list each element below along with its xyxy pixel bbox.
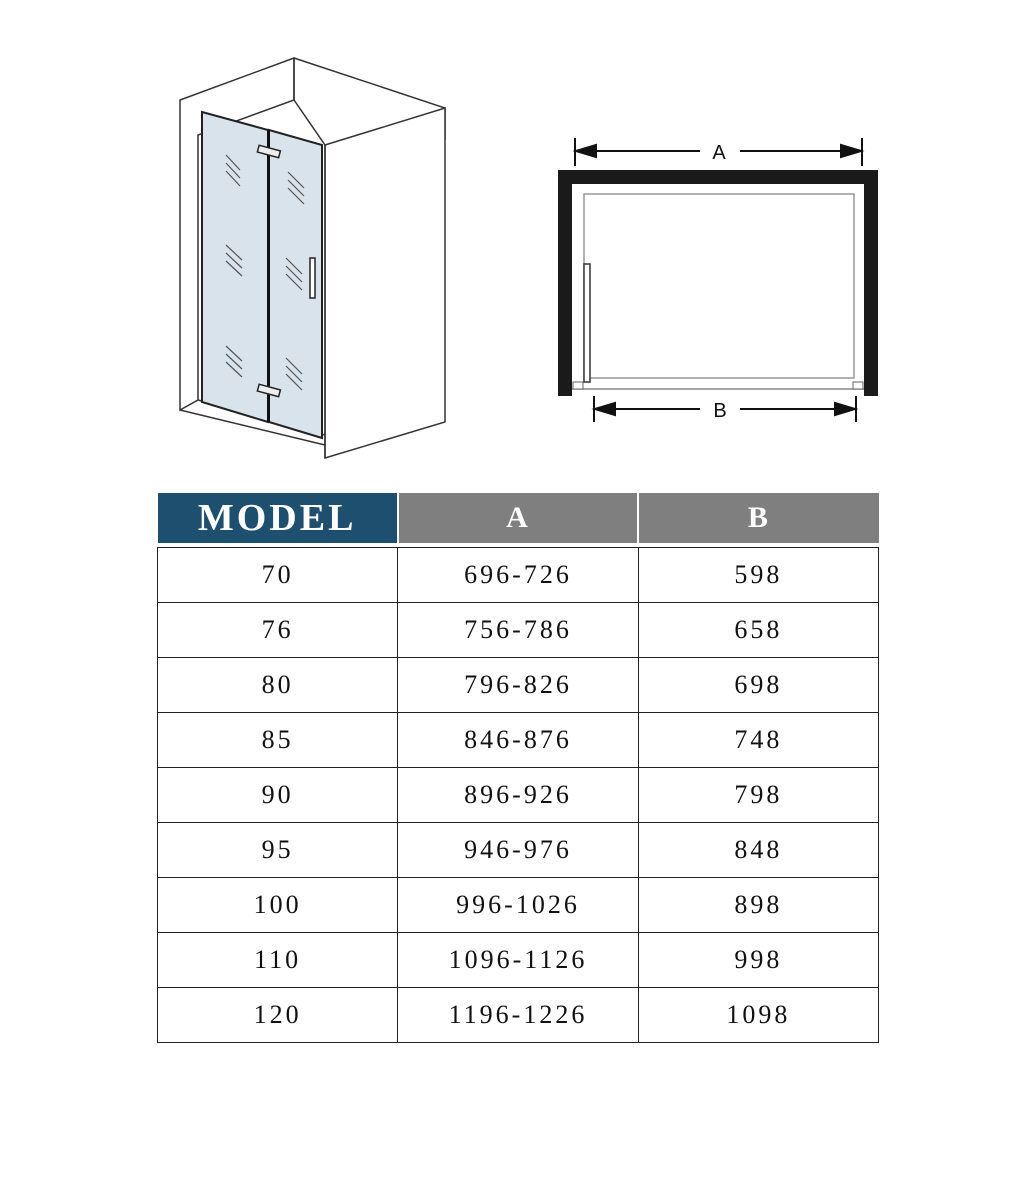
size-table	[157, 493, 879, 1043]
shower-door-illustration	[170, 50, 460, 470]
cell-b: 998	[638, 933, 878, 988]
cell-a: 756-786	[398, 603, 638, 658]
cell-a: 1196-1226	[398, 988, 638, 1043]
cell-a: 946-976	[398, 823, 638, 878]
cell-model: 110	[158, 933, 398, 988]
cell-model: 85	[158, 713, 398, 768]
cell-model: 100	[158, 878, 398, 933]
cell-model: 95	[158, 823, 398, 878]
table-row	[158, 878, 879, 933]
cell-a: 996-1026	[398, 878, 638, 933]
table-row	[158, 713, 879, 768]
glass-panel-left	[202, 112, 268, 422]
table-row	[158, 603, 879, 658]
cell-b: 658	[638, 603, 878, 658]
dimension-label-a: A	[712, 142, 726, 164]
cell-b: 598	[638, 548, 878, 603]
cell-model: 70	[158, 548, 398, 603]
cell-a: 846-876	[398, 713, 638, 768]
dimension-label-b: B	[713, 400, 727, 422]
table-row	[158, 768, 879, 823]
door-handle	[310, 258, 315, 298]
cell-b: 848	[638, 823, 878, 878]
header-model: MODEL	[158, 493, 398, 543]
table-row	[158, 658, 879, 713]
cell-model: 120	[158, 988, 398, 1043]
cell-a: 896-926	[398, 768, 638, 823]
cell-model: 76	[158, 603, 398, 658]
cell-a: 696-726	[398, 548, 638, 603]
header-a: A	[398, 493, 638, 543]
cell-a: 1096-1126	[398, 933, 638, 988]
inner-room-outline	[584, 194, 854, 378]
table-header-row	[158, 493, 879, 543]
right-wall	[325, 108, 445, 458]
plan-view-diagram	[550, 130, 890, 430]
header-b: B	[638, 493, 878, 543]
cell-a: 796-826	[398, 658, 638, 713]
table-row	[158, 933, 879, 988]
table-row	[158, 548, 879, 603]
cell-b: 748	[638, 713, 878, 768]
folded-door-panel	[584, 264, 590, 382]
table-row	[158, 988, 879, 1043]
enclosure-walls	[558, 170, 878, 396]
cell-b: 1098	[638, 988, 878, 1043]
table-row	[158, 823, 879, 878]
cell-model: 90	[158, 768, 398, 823]
cell-b: 898	[638, 878, 878, 933]
cell-b: 798	[638, 768, 878, 823]
cell-b: 698	[638, 658, 878, 713]
cell-model: 80	[158, 658, 398, 713]
